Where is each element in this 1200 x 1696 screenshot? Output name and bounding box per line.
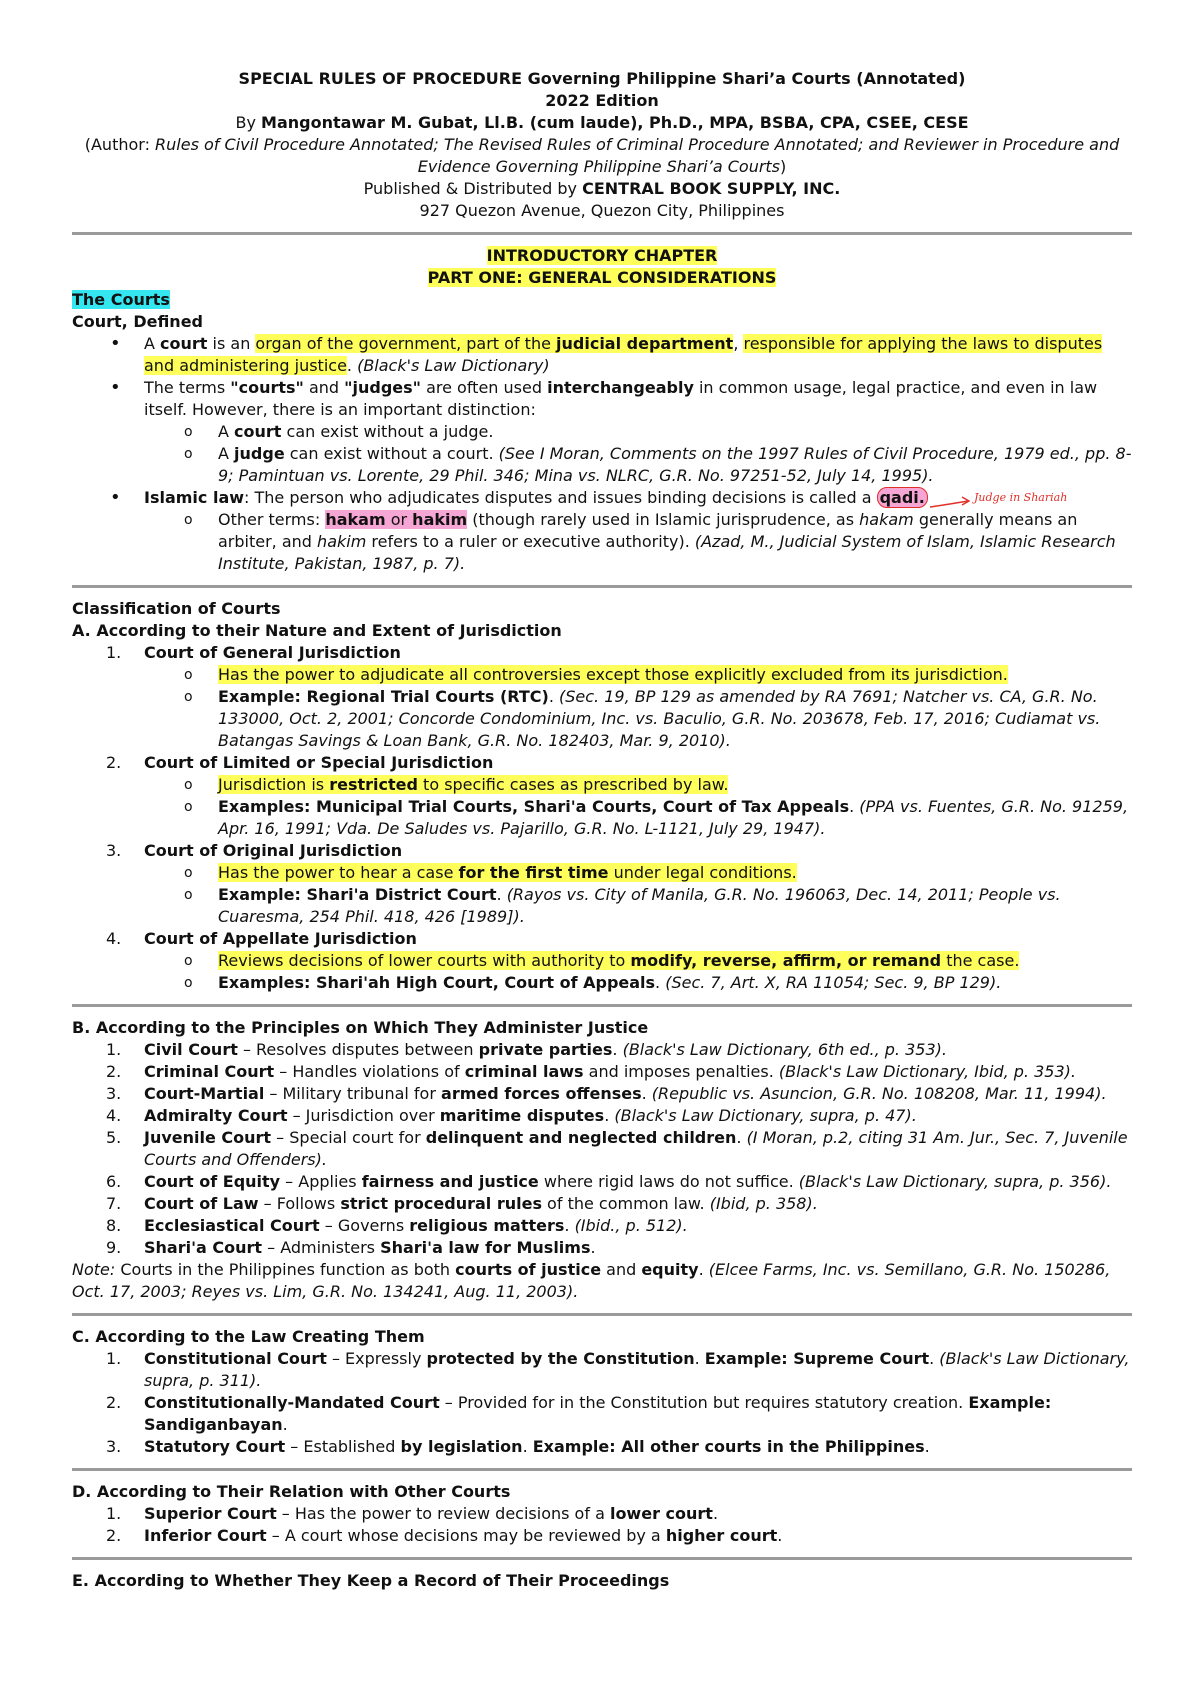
section-a-list	[72, 642, 1132, 994]
list-item: 8. Ecclesiastical Court – Governs religious matters. (Ibid., p. 512).	[106, 1216, 688, 1235]
sub-list-item: o Reviews decisions of lower courts with authority to modify, reverse, affirm, or remand the case.	[72, 950, 1132, 972]
list-item: 2. Criminal Court – Handles violations of criminal laws and imposes penalties. (Black's Law Dictionary, Ibid, p. 353).	[106, 1062, 1076, 1081]
by-prefix: By	[235, 113, 256, 132]
list-item: 7. Court of Law – Follows strict procedural rules of the common law. (Ibid, p. 358).	[106, 1194, 818, 1213]
sub-list-item: o Has the power to hear a case for the first time under legal conditions.	[72, 862, 1132, 884]
list-item: 2. Court of Limited or Special Jurisdiction o Jurisdiction is restricted to specific cases as prescribed by law. o Examples: Municipal Trial Courts, Shari'a Courts, Court of Tax Appeals. (PPA vs. Fuentes, G.R. No. 91259, Apr. 16, 1991; Vda. De Saludes vs. Pajarillo, G.R. No. L-1121, July 29, 1947).	[72, 752, 1132, 840]
book-edition: 2022 Edition	[545, 91, 659, 110]
subheading-court-defined: Court, Defined	[72, 312, 203, 331]
list-item: 2. Inferior Court – A court whose decisions may be reviewed by a higher court.	[106, 1526, 783, 1545]
publisher-address: 927 Quezon Avenue, Quezon City, Philippines	[419, 201, 785, 220]
section-a-title: A. According to their Nature and Extent of Jurisdiction	[72, 621, 562, 640]
section-d-title: D. According to Their Relation with Other Courts	[72, 1482, 511, 1501]
chapter-title: INTRODUCTORY CHAPTER	[486, 246, 718, 265]
court-defined-list	[72, 333, 1132, 575]
author-note-prefix: (Author:	[84, 135, 150, 154]
list-item: 3. Court-Martial – Military tribunal for armed forces offenses. (Republic vs. Asuncion, G.R. No. 108208, Mar. 11, 1994).	[106, 1084, 1107, 1103]
document-header	[72, 68, 1132, 222]
divider	[72, 585, 1132, 588]
classification-heading: Classification of Courts	[72, 599, 281, 618]
list-item: • Islamic law: The person who adjudicates disputes and issues binding decisions is called a qadi. o Other terms: hakam or hakim (though rarely used in Islamic jurisprudence, as hakam generally means an arbiter, and hakim refers to a ruler or executive authority). (Azad, M., Judicial System of Islam, Islamic Research Institute, Pakistan, 1987, p. 7).	[72, 487, 1132, 575]
sub-list	[144, 421, 1132, 487]
author-name: Mangontawar M. Gubat, Ll.B. (cum laude), Ph.D., MPA, BSBA, CPA, CSEE, CESE	[261, 113, 969, 132]
sub-list-item: o A court can exist without a judge.	[72, 421, 1132, 443]
list-item: 2. Constitutionally-Mandated Court – Provided for in the Constitution but requires statutory creation. Example: Sandiganbayan.	[106, 1393, 1052, 1434]
section-e-title: E. According to Whether They Keep a Record of Their Proceedings	[72, 1571, 670, 1590]
sub-list-item: o Example: Shari'a District Court. (Rayos vs. City of Manila, G.R. No. 196063, Dec. 14, 2011; People vs. Cuaresma, 254 Phil. 418, 426 [1989]).	[72, 884, 1132, 928]
qadi-term: qadi.	[877, 487, 928, 508]
list-item: 3. Court of Original Jurisdiction o Has the power to hear a case for the first time under legal conditions. o Example: Shari'a District Court. (Rayos vs. City of Manila, G.R. No. 196063, Dec. 14, 2011; People vs. Cuaresma, 254 Phil. 418, 426 [1989]).	[72, 840, 1132, 928]
publisher-prefix: Published & Distributed by	[363, 179, 578, 198]
handwritten-annotation	[968, 489, 1088, 519]
sub-list-item: o A judge can exist without a court. (See I Moran, Comments on the 1997 Rules of Civil Procedure, 1979 ed., pp. 8-9; Pamintuan vs. Lorente, 29 Phil. 346; Mina vs. NLRC, G.R. No. 97251-52, July 14, 1995).	[72, 443, 1132, 487]
list-item: • A court is an organ of the government, part of the judicial department, responsible for applying the laws to disputes and administering justice. (Black's Law Dictionary)	[72, 333, 1132, 377]
section-b-title: B. According to the Principles on Which They Administer Justice	[72, 1018, 649, 1037]
sub-list-item: o Other terms: hakam or hakim (though rarely used in Islamic jurisprudence, as hakam generally means an arbiter, and hakim refers to a ruler or executive authority). (Azad, M., Judicial System of Islam, Islamic Research Institute, Pakistan, 1987, p. 7).	[72, 509, 1132, 575]
section-b-list	[72, 1039, 1132, 1259]
author-works: Rules of Civil Procedure Annotated; The Revised Rules of Criminal Procedure Annotated; and Reviewer in Procedure and Evidence Governing Philippine Shari’a Courts	[155, 135, 1120, 176]
author-note-suffix: )	[780, 157, 787, 176]
book-title: SPECIAL RULES OF PROCEDURE Governing Philippine Shari’a Courts (Annotated)	[238, 69, 966, 88]
document-page	[72, 68, 1132, 1592]
divider	[72, 1313, 1132, 1316]
list-item: 4. Admiralty Court – Jurisdiction over maritime disputes. (Black's Law Dictionary, supra, p. 47).	[106, 1106, 917, 1125]
sub-list-item: o Examples: Municipal Trial Courts, Shari'a Courts, Court of Tax Appeals. (PPA vs. Fuentes, G.R. No. 91259, Apr. 16, 1991; Vda. De Saludes vs. Pajarillo, G.R. No. L-1121, July 29, 1947).	[72, 796, 1132, 840]
author-note	[72, 134, 1132, 178]
section-c-title: C. According to the Law Creating Them	[72, 1327, 425, 1346]
list-item: 1. Superior Court – Has the power to review decisions of a lower court.	[106, 1504, 719, 1523]
list-item: 9. Shari'a Court – Administers Shari'a law for Muslims.	[106, 1238, 596, 1257]
divider	[72, 1557, 1132, 1560]
sub-list-item: o Example: Regional Trial Courts (RTC). (Sec. 19, BP 129 as amended by RA 7691; Natcher vs. CA, G.R. No. 133000, Oct. 2, 2001; Concorde Condominium, Inc. vs. Baculio, G.R. No. 203678, Feb. 17, 2016; Cudiamat vs. Batangas Savings & Loan Bank, G.R. No. 182403, Mar. 9, 2010).	[72, 686, 1132, 752]
sub-list-item: o Jurisdiction is restricted to specific cases as prescribed by law.	[72, 774, 1132, 796]
section-c-list	[72, 1348, 1132, 1458]
sub-list-item: o Has the power to adjudicate all controversies except those explicitly excluded from its jurisdiction.	[72, 664, 1132, 686]
publisher-name: CENTRAL BOOK SUPPLY, INC.	[582, 179, 841, 198]
chapter-heading	[72, 245, 1132, 289]
divider	[72, 1004, 1132, 1007]
annotation-text: Judge in Shariah	[974, 491, 1068, 504]
list-item: 6. Court of Equity – Applies fairness and justice where rigid laws do not suffice. (Black's Law Dictionary, supra, p. 356).	[106, 1172, 1112, 1191]
divider	[72, 232, 1132, 235]
author-line	[72, 112, 1132, 134]
list-item: 1. Court of General Jurisdiction o Has the power to adjudicate all controversies except those explicitly excluded from its jurisdiction. o Example: Regional Trial Courts (RTC). (Sec. 19, BP 129 as amended by RA 7691; Natcher vs. CA, G.R. No. 133000, Oct. 2, 2001; Concorde Condominium, Inc. vs. Baculio, G.R. No. 203678, Feb. 17, 2016; Cudiamat vs. Batangas Savings & Loan Bank, G.R. No. 182403, Mar. 9, 2010).	[72, 642, 1132, 752]
list-item: 3. Statutory Court – Established by legislation. Example: All other courts in the Philippines.	[106, 1437, 930, 1456]
section-b-note: Note: Courts in the Philippines function as both courts of justice and equity. (Elcee Farms, Inc. vs. Semillano, G.R. No. 150286, Oct. 17, 2003; Reyes vs. Lim, G.R. No. 134241, Aug. 11, 2003).	[72, 1260, 1111, 1301]
list-item: 1. Constitutional Court – Expressly protected by the Constitution. Example: Supreme Court. (Black's Law Dictionary, supra, p. 311).	[106, 1349, 1130, 1390]
list-item: 1. Civil Court – Resolves disputes between private parties. (Black's Law Dictionary, 6th ed., p. 353).	[106, 1040, 947, 1059]
list-item: • The terms "courts" and "judges" are often used interchangeably in common usage, legal practice, and even in law itself. However, there is an important distinction: o A court can exist without a judge. o A judge can exist without a court. (See I Moran, Comments on the 1997 Rules of Civil Procedure, 1979 ed., pp. 8-9; Pamintuan vs. Lorente, 29 Phil. 346; Mina vs. NLRC, G.R. No. 97251-52, July 14, 1995).	[72, 377, 1132, 487]
section-heading-courts: The Courts	[72, 290, 170, 309]
list-item: 4. Court of Appellate Jurisdiction o Reviews decisions of lower courts with authority to modify, reverse, affirm, or remand the case. o Examples: Shari'ah High Court, Court of Appeals. (Sec. 7, Art. X, RA 11054; Sec. 9, BP 129).	[72, 928, 1132, 994]
sub-list-item: o Examples: Shari'ah High Court, Court of Appeals. (Sec. 7, Art. X, RA 11054; Sec. 9, BP 129).	[72, 972, 1132, 994]
part-title: PART ONE: GENERAL CONSIDERATIONS	[427, 268, 777, 287]
section-d-list	[72, 1503, 1132, 1547]
list-item: 5. Juvenile Court – Special court for delinquent and neglected children. (I Moran, p.2, citing 31 Am. Jur., Sec. 7, Juvenile Courts and Offenders).	[106, 1128, 1128, 1169]
publisher-line	[72, 178, 1132, 200]
divider	[72, 1468, 1132, 1471]
